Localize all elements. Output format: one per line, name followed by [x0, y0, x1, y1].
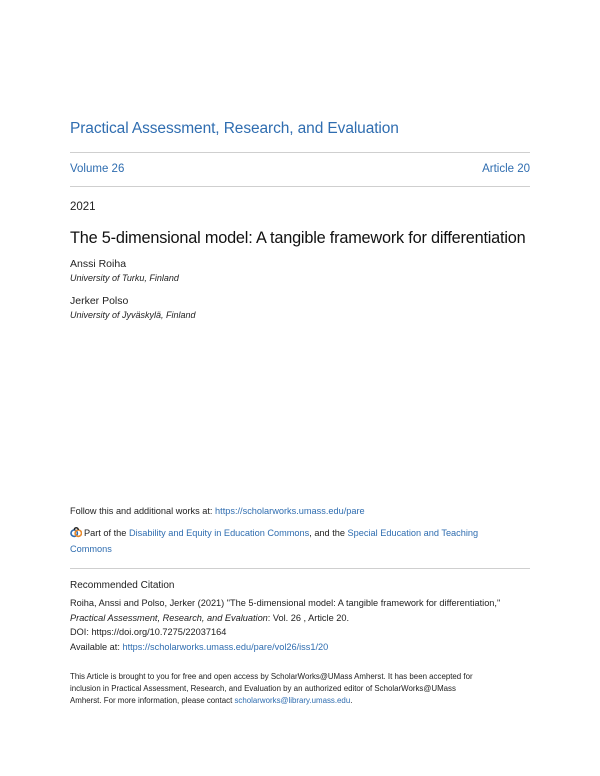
- journal-title-link[interactable]: Practical Assessment, Research, and Evaluation: [70, 120, 399, 137]
- citation-line: Roiha, Anssi and Polso, Jerker (2021) "The 5-dimensional model: A tangible framework for differentiation,": [70, 598, 501, 608]
- citation-doi: DOI: https://doi.org/10.7275/22037164: [70, 627, 227, 637]
- citation-line: [70, 611, 540, 626]
- divider: [70, 186, 530, 187]
- author-affiliation: University of Jyväskylä, Finland: [70, 310, 196, 320]
- footer-line: [70, 695, 535, 707]
- follow-text: Follow this and additional works at:: [70, 506, 216, 516]
- article-number-link[interactable]: Article 20: [482, 163, 530, 175]
- citation-journal: Practical Assessment, Research, and Evaluation: [70, 612, 268, 623]
- volume-link[interactable]: Volume 26: [70, 163, 125, 175]
- available-link[interactable]: https://scholarworks.umass.edu/pare/vol26/iss1/20: [122, 641, 329, 652]
- open-access-icon: [70, 526, 82, 538]
- part-of-prefix: Part of the: [84, 528, 129, 538]
- footer-suffix: .: [350, 696, 353, 705]
- footer-notice: [70, 671, 535, 707]
- footer-prefix: Amherst. For more information, please contact: [70, 696, 235, 705]
- part-of-commons: [70, 525, 530, 557]
- citation-volume: : Vol. 26 , Article 20.: [267, 612, 349, 623]
- footer-line: This Article is brought to you for free and open access by ScholarWorks@UMass Amherst. It has been accepted for: [70, 672, 473, 681]
- special-education-commons-link-cont[interactable]: Commons: [70, 544, 112, 554]
- disability-commons-link[interactable]: Disability and Equity in Education Commons: [128, 528, 310, 538]
- recommended-citation-heading: Recommended Citation: [70, 580, 175, 591]
- footer-line: inclusion in Practical Assessment, Research, and Evaluation by an authorized editor of ScholarWorks@UMass: [70, 684, 456, 693]
- citation-block: [70, 596, 540, 654]
- author-name[interactable]: Jerker Polso: [70, 295, 129, 307]
- citation-available: [70, 640, 540, 655]
- part-of-middle: , and the: [309, 528, 348, 538]
- follow-line: [70, 503, 365, 519]
- article-title: The 5-dimensional model: A tangible framework for differentiation: [70, 229, 526, 247]
- divider: [70, 152, 530, 153]
- author-name[interactable]: Anssi Roiha: [70, 258, 127, 270]
- publication-year: 2021: [70, 201, 96, 213]
- author-affiliation: University of Turku, Finland: [70, 273, 179, 283]
- divider: [70, 568, 530, 569]
- special-education-commons-link[interactable]: Special Education and Teaching: [347, 528, 479, 538]
- available-prefix: Available at:: [70, 641, 123, 652]
- repository-link[interactable]: https://scholarworks.umass.edu/pare: [215, 506, 365, 516]
- contact-email-link[interactable]: scholarworks@library.umass.edu: [234, 696, 351, 705]
